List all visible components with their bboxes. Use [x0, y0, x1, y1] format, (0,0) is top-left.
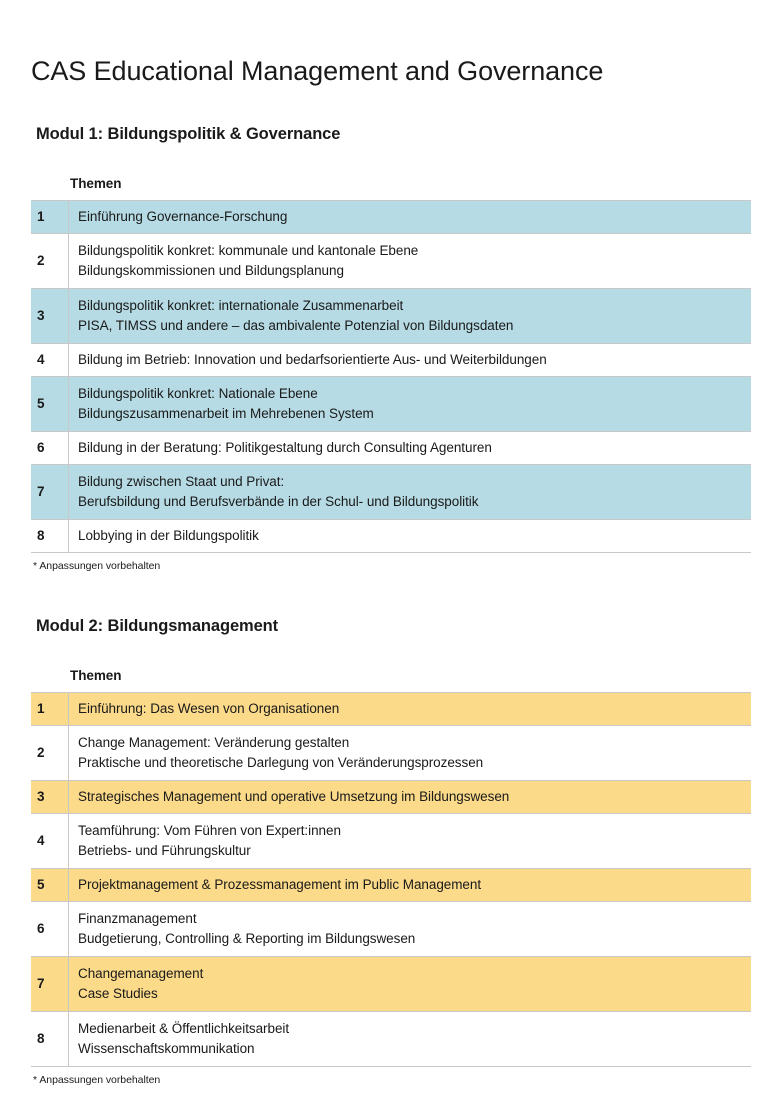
row-topic [69, 288, 752, 343]
row-number: 3 [31, 780, 69, 813]
row-topic [69, 813, 752, 868]
row-topic [69, 519, 752, 552]
table-row [31, 780, 751, 813]
row-topic [69, 376, 752, 431]
topic-line-secondary: Berufsbildung und Berufsverbände in der Schul- und Bildungspolitik [78, 493, 479, 509]
row-topic [69, 431, 752, 464]
row-number: 6 [31, 431, 69, 464]
table-row [31, 813, 751, 868]
row-number: 8 [31, 1011, 69, 1066]
row-number: 5 [31, 376, 69, 431]
table-row [31, 343, 751, 376]
row-topic [69, 725, 752, 780]
topics-table [31, 692, 751, 1067]
table-row [31, 376, 751, 431]
table-row [31, 519, 751, 552]
row-number: 2 [31, 725, 69, 780]
topic-line-primary: Bildungspolitik konkret: Nationale Ebene [78, 385, 318, 401]
topic-line-primary: Changemanagement [78, 965, 204, 981]
row-number: 5 [31, 868, 69, 901]
table-row [31, 693, 751, 726]
topic-line-primary: Einführung Governance-Forschung [78, 209, 288, 224]
topic-line-primary: Bildung zwischen Staat und Privat: [78, 473, 285, 489]
module-title: Modul 1: Bildungspolitik & Governance [36, 125, 341, 143]
topic-line-primary: Bildungspolitik konkret: internationale Zusammenarbeit [78, 297, 404, 313]
module-table-wrapper [31, 176, 751, 572]
topic-line-primary: Projektmanagement & Prozessmanagement im Public Management [78, 876, 482, 892]
topic-line-secondary: Bildungszusammenarbeit im Mehrebenen System [78, 405, 374, 421]
row-topic [69, 868, 752, 901]
topics-table-body [31, 693, 751, 1067]
topic-line-secondary: Bildungskommissionen und Bildungsplanung [78, 262, 344, 278]
row-number: 7 [31, 464, 69, 519]
column-header-themen: Themen [70, 668, 122, 683]
table-footnote: * Anpassungen vorbehalten [33, 1073, 161, 1086]
topic-line-primary: Bildungspolitik konkret: kommunale und kantonale Ebene [78, 242, 419, 258]
row-number: 6 [31, 901, 69, 956]
topic-line-primary: Medienarbeit & Öffentlichkeitsarbeit [78, 1020, 290, 1036]
topic-line-primary: Bildung in der Beratung: Politikgestaltung durch Consulting Agenturen [78, 439, 492, 455]
table-row [31, 233, 751, 288]
table-row [31, 725, 751, 780]
topic-line-primary: Strategisches Management und operative Umsetzung im Bildungswesen [78, 788, 510, 804]
topic-line-secondary: PISA, TIMSS und andere – das ambivalente Potenzial von Bildungsdaten [78, 317, 514, 333]
module-table-wrapper [31, 668, 751, 1086]
row-topic [69, 956, 752, 1011]
row-topic [69, 464, 752, 519]
page-title: CAS Educational Management and Governance [31, 56, 604, 87]
row-number: 4 [31, 813, 69, 868]
table-row [31, 288, 751, 343]
table-row [31, 201, 751, 234]
row-topic [69, 901, 752, 956]
topic-line-primary: Bildung im Betrieb: Innovation und bedarfsorientierte Aus- und Weiterbildungen [78, 351, 547, 367]
table-row [31, 1011, 751, 1066]
topic-line-secondary: Case Studies [78, 985, 158, 1001]
topic-line-secondary: Praktische und theoretische Darlegung von Veränderungsprozessen [78, 754, 484, 770]
topic-line-secondary: Betriebs- und Führungskultur [78, 842, 251, 858]
topic-line-secondary: Budgetierung, Controlling & Reporting im Bildungswesen [78, 930, 416, 946]
topics-table [31, 200, 751, 553]
row-topic [69, 780, 752, 813]
topic-line-primary: Change Management: Veränderung gestalten [78, 734, 350, 750]
row-topic [69, 233, 752, 288]
table-row [31, 901, 751, 956]
row-number: 7 [31, 956, 69, 1011]
row-number: 2 [31, 233, 69, 288]
row-topic [69, 343, 752, 376]
topic-line-primary: Finanzmanagement [78, 910, 197, 926]
topic-line-primary: Einführung: Das Wesen von Organisationen [78, 701, 340, 716]
row-number: 1 [31, 201, 69, 234]
row-topic [69, 201, 752, 234]
module-section-1 [31, 125, 751, 572]
row-number: 8 [31, 519, 69, 552]
column-header-themen: Themen [70, 176, 122, 191]
module-title: Modul 2: Bildungsmanagement [36, 617, 279, 635]
topic-line-primary: Teamführung: Vom Führen von Expert:innen [78, 822, 341, 838]
row-number: 4 [31, 343, 69, 376]
table-row [31, 868, 751, 901]
topic-line-secondary: Wissenschaftskommunikation [78, 1040, 255, 1056]
table-row [31, 956, 751, 1011]
table-row [31, 464, 751, 519]
topic-line-primary: Lobbying in der Bildungspolitik [78, 527, 259, 543]
module-section-2 [31, 617, 751, 1086]
row-number: 1 [31, 693, 69, 726]
row-topic [69, 693, 752, 726]
table-row [31, 431, 751, 464]
row-topic [69, 1011, 752, 1066]
table-footnote: * Anpassungen vorbehalten [33, 559, 161, 572]
topics-table-body [31, 201, 751, 553]
row-number: 3 [31, 288, 69, 343]
